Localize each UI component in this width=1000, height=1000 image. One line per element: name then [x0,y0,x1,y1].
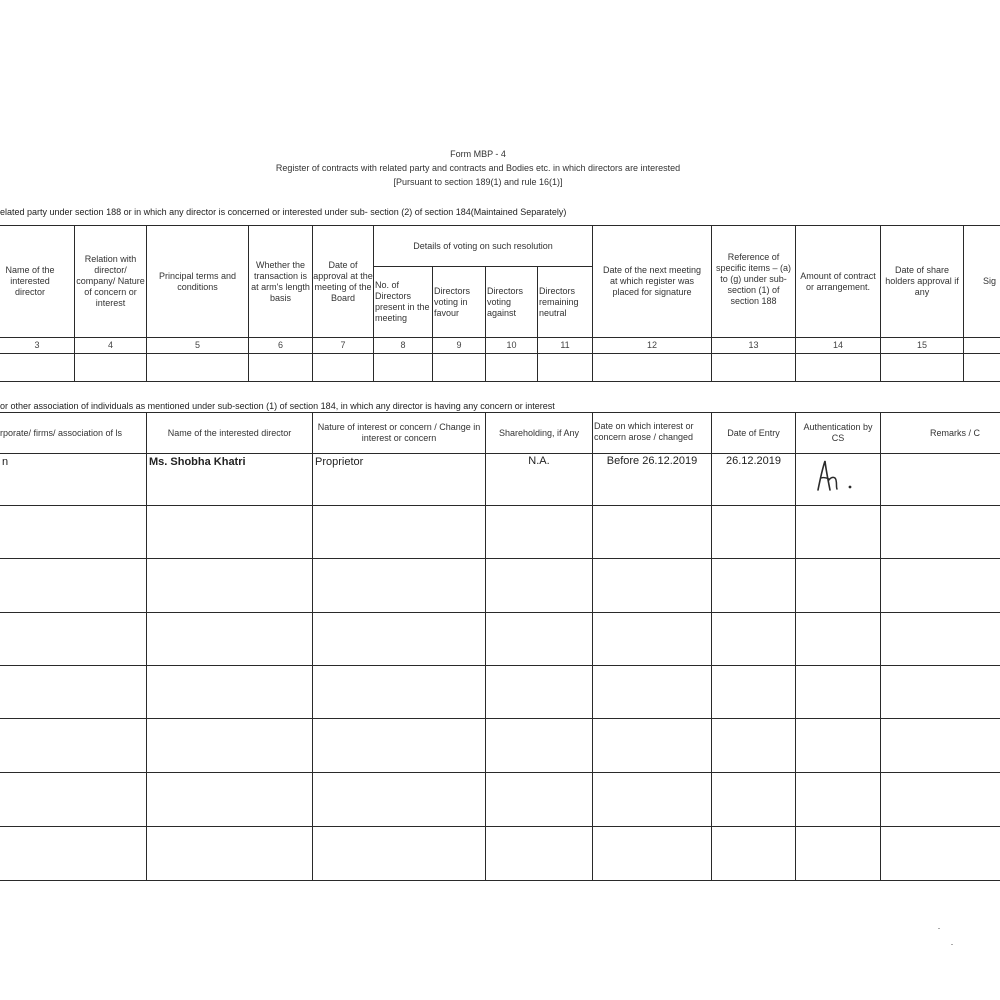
row-corporate: n [2,457,9,468]
col-no-directors-present: No. of Directors present in the meeting [375,280,430,323]
col-number: 5 [194,340,200,350]
part-b-heading: or other association of individuals as mentioned under sub-section (1) of section 184, in which any director is having any concern or interest [0,401,555,411]
col-next-meeting: Date of the next meeting at which register was placed for signature [602,265,702,297]
col-number: 12 [646,340,657,350]
col-authentication: Authentication by CS [803,422,873,443]
col-number: 6 [277,340,283,350]
col-arms-length: Whether the transaction is at arm's length basis [251,259,310,303]
col-number: 7 [340,340,346,350]
col-number: 4 [107,340,113,350]
col-number: 13 [748,340,759,350]
col-date-arose: Date on which interest or concern arose / changed [594,420,694,442]
col-nature: Nature of interest or concern / Change in interest or concern [317,422,481,443]
scan-speck [951,944,953,945]
row-director-name: Ms. Shobha Khatri [149,457,246,468]
col-remarks: Remarks / C [930,427,981,438]
col-name-director: Name of the interested director [167,427,292,438]
col-voting-favour: Directors voting in favour [434,285,471,318]
col-remaining-neutral: Directors remaining neutral [539,285,579,318]
col-shareholder-approval: Date of share holders approval if any [885,265,959,297]
col-number: 14 [832,340,843,350]
scan-speck [938,928,940,929]
row-date-entry: 26.12.2019 [725,456,782,467]
col-number: 9 [456,340,462,350]
col-number: 11 [560,340,570,350]
col-reference-items: Reference of specific items – (a) to (g) under sub-section (1) of section 188 [715,252,792,306]
row-shareholding: N.A. [528,456,550,467]
row-date-arose: Before 26.12.2019 [606,456,698,467]
col-number: 15 [916,340,927,350]
cs-signature [812,456,862,496]
form-pursuant: [Pursuant to section 189(1) and rule 16(1)] [393,177,563,187]
col-number: 8 [400,340,406,350]
col-date-approval: Date of approval at the meeting of the Board [313,259,373,303]
form-number: Form MBP - 4 [450,149,506,159]
row-nature: Proprietor [315,457,364,468]
col-corporate: rporate/ firms/ association of ls [0,427,123,438]
col-shareholding: Shareholding, if Any [498,427,580,438]
col-date-entry: Date of Entry [727,427,780,438]
col-number: 3 [34,340,40,350]
col-relation: Relation with director/ company/ Nature of concern or interest [76,254,145,308]
part-a-heading: elated party under section 188 or in which any director is concerned or interested under sub- section (2) of section 184(Maintained Separately) [0,207,567,217]
col-principal-terms: Principal terms and conditions [158,270,237,292]
col-voting-group: Details of voting on such resolution [413,240,553,251]
col-signature: Sig [983,276,997,286]
col-voting-against: Directors voting against [487,285,524,318]
col-amount: Amount of contract or arrangement. [800,270,876,292]
form-title: Register of contracts with related party and contracts and Bodies etc. in which directors are interested [275,163,681,173]
col-name-director: Name of the interested director [5,265,55,297]
col-number: 10 [506,340,517,350]
